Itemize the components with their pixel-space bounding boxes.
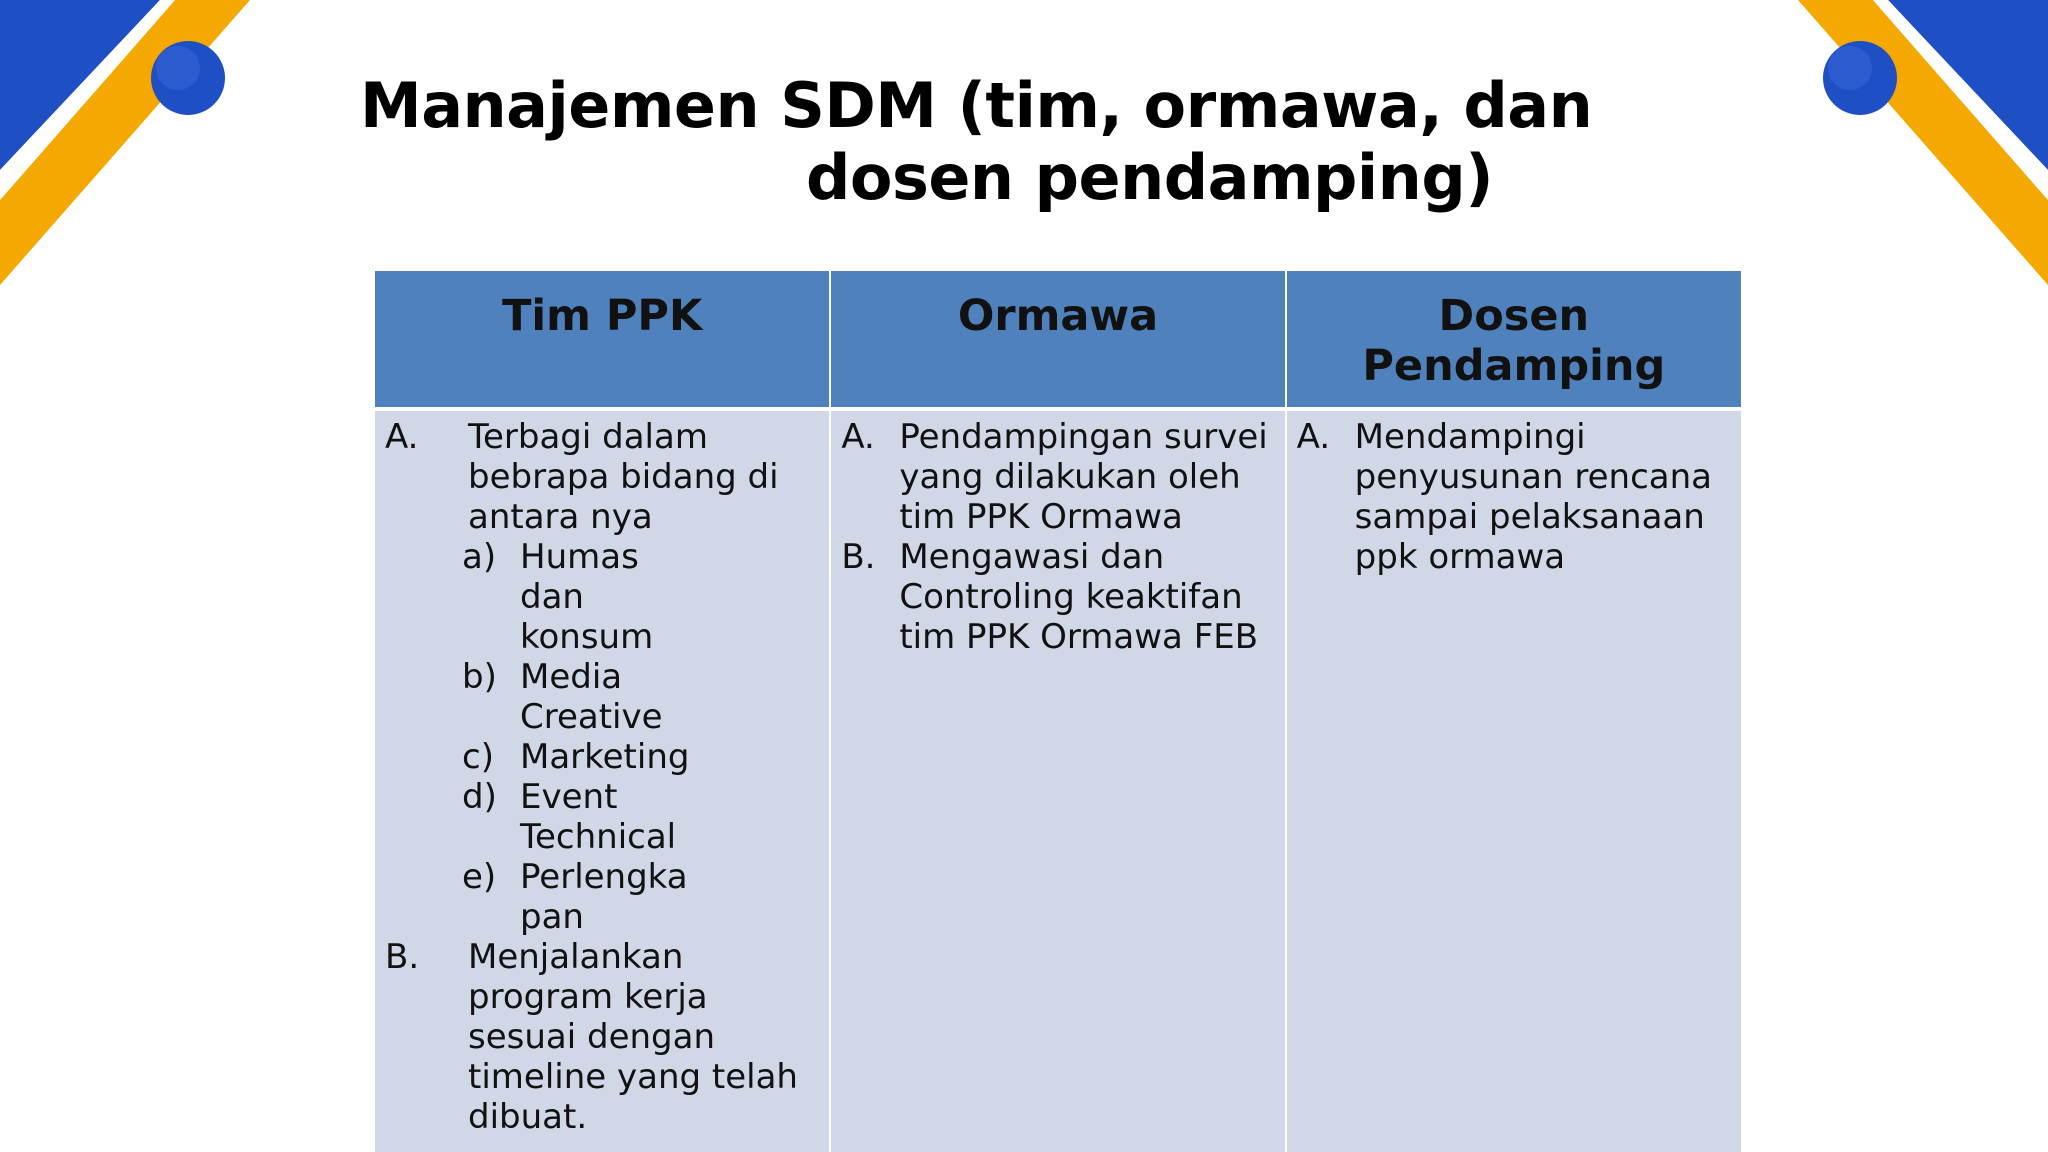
header-ormawa: Ormawa (830, 271, 1285, 409)
sub-list-item (462, 657, 819, 737)
sub-list-marker: a) (462, 537, 497, 577)
cell-dosen-pendamping (1286, 409, 1741, 1152)
sub-list-marker: d) (462, 777, 497, 817)
sub-list-text: Marketing (520, 737, 690, 777)
list-item-text: Menjalankan program kerja sesuai dengan timeline yang telah dibuat. (468, 937, 798, 1137)
header-tim-ppk: Tim PPK (375, 271, 830, 409)
list-item (1297, 417, 1731, 577)
sub-list-marker: b) (462, 657, 497, 697)
cell-tim-ppk (375, 409, 830, 1152)
corner-decoration-left (0, 0, 270, 300)
list-item (841, 417, 1274, 537)
slide-title (360, 70, 1600, 214)
table-header-row (375, 271, 1741, 409)
sub-list-text: Perlengkapan (520, 857, 688, 937)
corner-decoration-right (1778, 0, 2048, 300)
sdm-table (375, 271, 1741, 1152)
list-marker: A. (1296, 417, 1331, 457)
list-item-text: Mengawasi dan Controling keaktifan tim PPK Ormawa FEB (899, 537, 1259, 657)
list-item-text: Mendampingi penyusunan rencana sampai pelaksanaan ppk ormawa (1354, 417, 1712, 577)
list-item (385, 937, 819, 1137)
table-body-row (375, 409, 1741, 1152)
sub-list-item (462, 737, 819, 777)
slide-title-line-1: Manajemen SDM (tim, ormawa, dan (360, 69, 1593, 142)
list-item (841, 537, 1274, 657)
list-marker: B. (385, 937, 420, 977)
sub-list-text: Humas dan konsum (520, 537, 654, 657)
sub-list-item (462, 537, 819, 657)
list-marker: B. (841, 537, 876, 577)
sub-list-text: Event Technical (520, 777, 677, 857)
header-dosen-pendamping: Dosen Pendamping (1286, 271, 1741, 409)
sub-list-item (462, 857, 819, 937)
list-item-text: Terbagi dalam bebrapa bidang di antara nya (468, 417, 779, 537)
list-marker: A. (841, 417, 875, 457)
sub-list-marker: c) (462, 737, 494, 777)
cell-ormawa (830, 409, 1285, 1152)
list-item (385, 417, 819, 937)
slide-title-line-2: dosen pendamping) (806, 141, 1494, 214)
sub-list-item (462, 777, 819, 857)
sub-list-text: Media Creative (520, 657, 663, 737)
list-item-text: Pendampingan survei yang dilakukan oleh tim PPK Ormawa (899, 417, 1268, 537)
list-marker: A. (385, 417, 419, 457)
sub-list-marker: e) (462, 857, 497, 897)
